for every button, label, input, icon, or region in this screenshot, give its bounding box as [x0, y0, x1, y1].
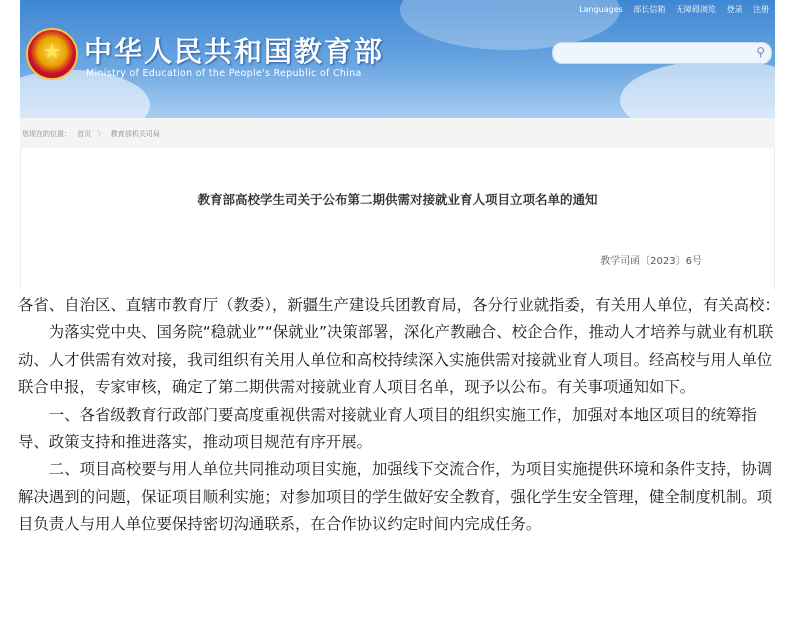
- paragraph-two: 二、项目高校要与用人单位共同推动项目实施，加强线下交流合作，为项目实施提供环境和条件支持，协调解决遇到的问题，保证项目顺利实施；对参加项目的学生做好安全教育，强化学生安全管理，健全制度机制。项目负责人与用人单位要保持密切沟通联系，在合作协议约定时间内完成任务。: [18, 460, 773, 534]
- national-emblem-icon[interactable]: [26, 28, 78, 80]
- page-frame: [20, 0, 775, 290]
- login-link[interactable]: 登录: [726, 5, 743, 14]
- breadcrumb: [22, 129, 164, 139]
- breadcrumb-home-link[interactable]: 首页: [77, 130, 92, 138]
- site-subtitle: Ministry of Education of the People's Republic of China: [86, 68, 362, 79]
- salutation: 各省、自治区、直辖市教育厅（教委），新疆生产建设兵团教育局，各分行业就指委，有关用人单位，有关高校：: [18, 296, 780, 314]
- register-link[interactable]: 注册: [753, 5, 769, 14]
- paragraph-one: 一、各省级教育行政部门要高度重视供需对接就业育人项目的组织实施工作，加强对本地区项目的统筹指导、政策支持和推进落实，推动项目规范有序开展。: [18, 405, 757, 452]
- breadcrumb-bar: [20, 118, 775, 149]
- minister-mailbox-link[interactable]: 部长信箱: [633, 5, 666, 14]
- breadcrumb-section-link[interactable]: 教育部机关司局: [110, 130, 160, 138]
- top-links: [571, 4, 769, 15]
- breadcrumb-label: 您现在的位置：: [22, 130, 71, 138]
- paragraph-intro: 为落实党中央、国务院“稳就业”“保就业”决策部署，深化产教融合、校企合作，推动人才培养与就业有机联动、人才供需有效对接，我司组织有关用人单位和高校持续深入实施供需对接就业育人项目。经高校与用人单位联合申报，专家审核，确定了第二期供需对接就业育人项目名单，现予以公布。有关事项通知如下。: [18, 323, 774, 397]
- document-number: 教学司函〔2023〕6号: [600, 256, 702, 267]
- emblem-star-icon: ★: [43, 39, 61, 63]
- article-body: [18, 292, 784, 539]
- site-banner: [20, 0, 775, 118]
- accessibility-link[interactable]: 无障碍浏览: [675, 5, 716, 14]
- site-title[interactable]: 中华人民共和国教育部: [84, 35, 385, 68]
- breadcrumb-separator: 〉: [97, 130, 105, 138]
- search-icon[interactable]: ⚲: [756, 45, 765, 59]
- languages-link[interactable]: Languages: [579, 5, 623, 14]
- search-input[interactable]: [552, 42, 772, 64]
- article-header: [20, 148, 775, 290]
- article-title: 教育部高校学生司关于公布第二期供需对接就业育人项目立项名单的通知: [197, 192, 598, 207]
